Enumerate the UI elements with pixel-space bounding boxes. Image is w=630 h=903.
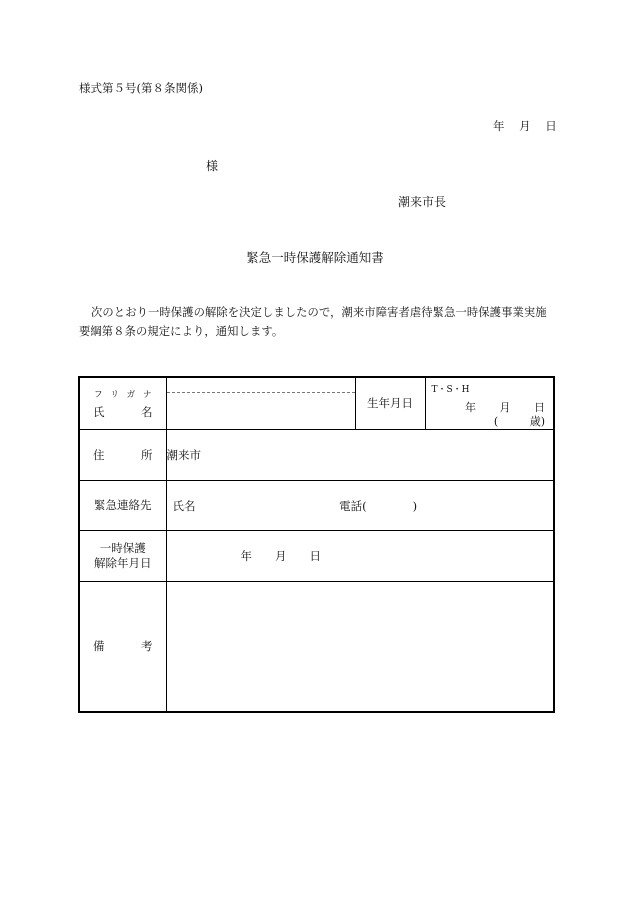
issue-date: 年 月 日	[493, 119, 557, 133]
emergency-contact-field[interactable]	[166, 481, 554, 531]
remarks-field[interactable]	[166, 582, 554, 712]
release-date-field[interactable]	[166, 531, 554, 582]
name-label-cell	[79, 377, 166, 430]
release-row	[79, 531, 554, 582]
contact-name-label: 氏名	[172, 498, 196, 513]
release-date-label: 一時保護 解除年月日	[79, 531, 166, 582]
name-label: 氏 名	[93, 404, 153, 419]
document-title: 緊急一時保護解除通知書	[246, 250, 384, 265]
birthdate-field[interactable]	[425, 377, 554, 430]
notice-body: 次のとおり一時保護の解除を決定しましたので，潮来市障害者虐待緊急一時保護事業実施要綱第８条の規定により，通知します。	[79, 306, 547, 338]
birthdate-label: 生年月日	[355, 377, 425, 430]
issuer-name: 潮来市長	[398, 195, 447, 209]
contact-row	[79, 481, 554, 531]
release-ymd: 年 月 日	[240, 549, 321, 563]
era-options: T・S・H	[431, 384, 470, 395]
age-field: ( 歳)	[493, 414, 545, 428]
furigana-field[interactable]	[167, 378, 355, 393]
contact-phone-label: 電話( )	[339, 498, 418, 513]
name-row	[79, 377, 554, 430]
notice-form-table	[78, 376, 555, 713]
address-field[interactable]: 潮来市	[166, 430, 554, 481]
full-name-field[interactable]	[167, 393, 355, 429]
form-reference: 様式第５号(第８条関係)	[79, 81, 203, 95]
address-row	[79, 430, 554, 481]
furigana-label: フ リ ガ ナ	[94, 389, 152, 400]
address-label: 住 所	[79, 430, 166, 481]
name-field[interactable]	[166, 377, 355, 430]
birth-ymd: 年 月 日	[465, 400, 545, 414]
remarks-row	[79, 582, 554, 712]
emergency-contact-label: 緊急連絡先	[79, 481, 166, 531]
remarks-label: 備 考	[79, 582, 166, 712]
recipient-suffix: 様	[206, 159, 219, 173]
